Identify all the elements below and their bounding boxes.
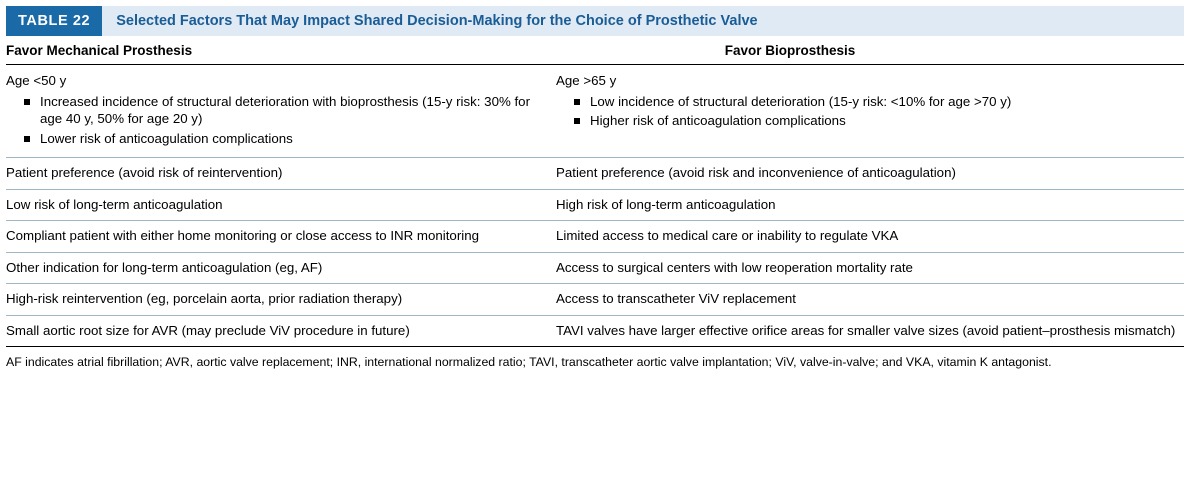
list-item: Increased incidence of structural deterioration with bioprosthesis (15-y risk: 30% for age 40 y, 50% for age 20 y) bbox=[24, 93, 546, 129]
table-number-badge: TABLE 22 bbox=[6, 6, 102, 36]
list-item: Lower risk of anticoagulation complications bbox=[24, 130, 546, 148]
square-bullet-icon bbox=[24, 136, 30, 142]
cell-bullet-list bbox=[556, 93, 1178, 131]
table-row bbox=[6, 221, 1184, 253]
table-cell-right bbox=[556, 322, 1184, 340]
list-item: Higher risk of anticoagulation complications bbox=[574, 112, 1178, 130]
table-cell-left bbox=[6, 196, 556, 214]
cell-main-text: Small aortic root size for AVR (may preclude ViV procedure in future) bbox=[6, 322, 410, 338]
table-cell-right bbox=[556, 290, 1184, 308]
cell-main-text: Other indication for long-term anticoagulation (eg, AF) bbox=[6, 259, 323, 275]
cell-main-text: Patient preference (avoid risk of reintervention) bbox=[6, 164, 283, 180]
table-grid bbox=[6, 36, 1184, 346]
table-header-row bbox=[6, 36, 1184, 65]
cell-main-text: Access to surgical centers with low reoperation mortality rate bbox=[556, 259, 913, 275]
table-cell-left bbox=[6, 227, 556, 245]
cell-main-text: TAVI valves have larger effective orifice areas for smaller valve sizes (avoid patient–prosthesis mismatch) bbox=[556, 322, 1176, 338]
square-bullet-icon bbox=[574, 118, 580, 124]
table-cell-left bbox=[6, 259, 556, 277]
table-cell-right bbox=[556, 227, 1184, 245]
column-header-left: Favor Mechanical Prosthesis bbox=[6, 43, 193, 58]
table-cell-left bbox=[6, 72, 556, 150]
table-container bbox=[0, 6, 1192, 371]
table-row bbox=[6, 316, 1184, 347]
list-item: Low incidence of structural deterioration (15-y risk: <10% for age >70 y) bbox=[574, 93, 1178, 111]
cell-main-text: Access to transcatheter ViV replacement bbox=[556, 291, 796, 307]
table-cell-right bbox=[556, 164, 1184, 182]
table-row bbox=[6, 284, 1184, 316]
cell-main-text: High risk of long-term anticoagulation bbox=[556, 196, 776, 212]
table-cell-left bbox=[6, 290, 556, 308]
table-cell-right bbox=[556, 72, 1184, 150]
table-row bbox=[6, 65, 1184, 158]
table-row bbox=[6, 253, 1184, 285]
column-header-right: Favor Bioprosthesis bbox=[724, 43, 856, 58]
table-footnote: AF indicates atrial fibrillation; AVR, aortic valve replacement; INR, international normalized ratio; TAVI, transcatheter aortic valve implantation; ViV, valve-in-valve; and VKA, vitamin K antagonist. bbox=[6, 355, 1052, 370]
table-bottom-rule bbox=[6, 346, 1184, 347]
table-cell-right bbox=[556, 259, 1184, 277]
square-bullet-icon bbox=[24, 99, 30, 105]
cell-bullet-list bbox=[6, 93, 546, 148]
cell-main-text: Limited access to medical care or inability to regulate VKA bbox=[556, 228, 899, 244]
table-row bbox=[6, 190, 1184, 222]
table-row bbox=[6, 158, 1184, 190]
cell-main-text: Patient preference (avoid risk and inconvenience of anticoagulation) bbox=[556, 164, 956, 180]
table-title: Selected Factors That May Impact Shared Decision-Making for the Choice of Prosthetic Valve bbox=[116, 13, 758, 29]
cell-main-text: High-risk reintervention (eg, porcelain aorta, prior radiation therapy) bbox=[6, 291, 403, 307]
square-bullet-icon bbox=[574, 99, 580, 105]
cell-main-text: Compliant patient with either home monitoring or close access to INR monitoring bbox=[6, 228, 479, 244]
cell-main-text: Low risk of long-term anticoagulation bbox=[6, 196, 223, 212]
cell-main-text: Age <50 y bbox=[6, 73, 67, 88]
table-cell-left bbox=[6, 322, 556, 340]
table-title-bar bbox=[6, 6, 1184, 36]
cell-main-text: Age >65 y bbox=[556, 73, 617, 88]
table-cell-left bbox=[6, 164, 556, 182]
table-cell-right bbox=[556, 196, 1184, 214]
